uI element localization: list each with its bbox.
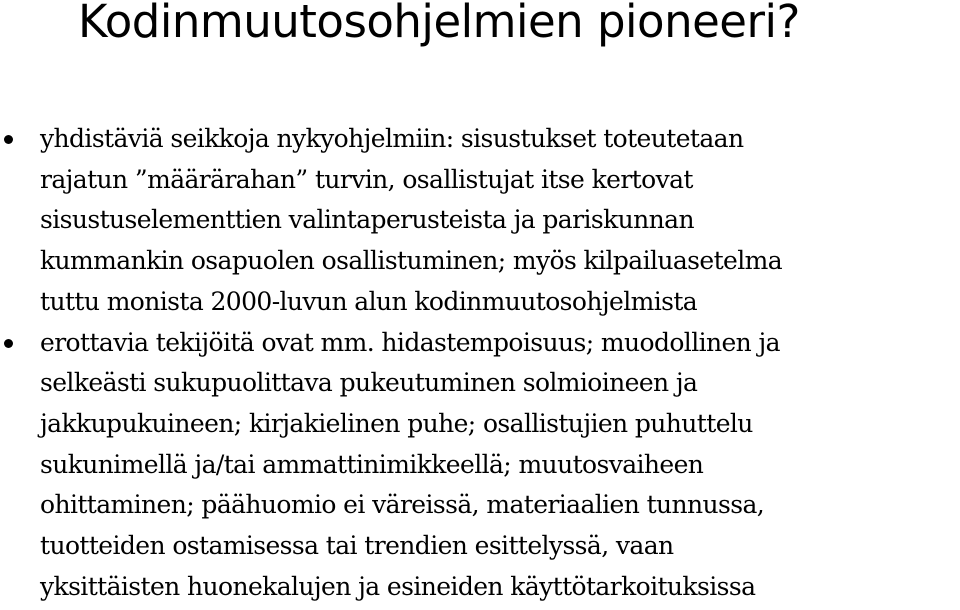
bullet-dot-icon: [4, 135, 13, 144]
bullet-item: [0, 323, 960, 608]
bullet-text-line: tuttu monista 2000-luvun alun kodinmuutosohjelmista: [40, 286, 698, 316]
bullet-text-line: jakkupukuineen; kirjakielinen puhe; osallistujien puhuttelu: [40, 408, 753, 438]
bullet-text-line: sisustuselementtien valintaperusteista ja pariskunnan: [40, 205, 694, 235]
bullet-list: [0, 119, 960, 607]
bullet-text-line: ohittaminen; päähuomio ei väreissä, materiaalien tunnussa,: [40, 490, 765, 520]
bullet-text-line: rajatun ”määrärahan” turvin, osallistujat itse kertovat: [40, 164, 693, 194]
bullet-item: [0, 119, 960, 323]
bullet-text-line: yksittäisten huonekalujen ja esineiden käyttötarkoituksissa: [40, 571, 756, 601]
slide-title: Kodinmuutosohjelmien pioneeri?: [78, 0, 800, 48]
bullet-text-line: yhdistäviä seikkoja nykyohjelmiin: sisustukset toteutetaan: [40, 124, 744, 153]
bullet-text-line: erottavia tekijöitä ovat mm. hidastempoisuus; muodollinen ja: [40, 327, 780, 357]
bullet-dot-icon: [4, 339, 13, 348]
bullet-text-line: tuotteiden ostamisessa tai trendien esittelyssä, vaan: [40, 531, 674, 561]
bullet-text-line: selkeästi sukupuolittava pukeutuminen solmioineen ja: [40, 368, 698, 398]
bullet-text-line: sukunimellä ja/tai ammattinimikkeellä; muutosvaiheen: [40, 449, 704, 479]
bullet-text-line: kummankin osapuolen osallistuminen; myös kilpailuasetelma: [40, 246, 783, 276]
